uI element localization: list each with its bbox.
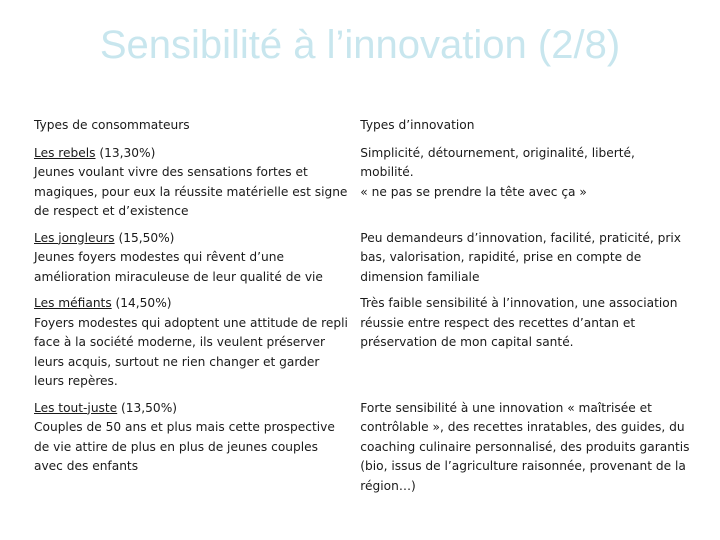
consumer-type-name: Les rebels <box>34 145 96 160</box>
innovation-cell <box>354 399 696 504</box>
consumer-cell <box>28 229 354 295</box>
header-consumer-types: Types de consommateurs <box>34 118 190 132</box>
innovation-description: Forte sensibilité à une innovation « maîtrisée et contrôlable », des recettes inratables, des guides, du coaching culinaire personnalisé, des produits garantis (bio, issus de l’agriculture raisonnée, provenant de la région…) <box>360 400 690 493</box>
consumer-type-share: (13,30%) <box>95 145 156 160</box>
innovation-cell <box>354 294 696 399</box>
innovation-description: Peu demandeurs d’innovation, facilité, praticité, prix bas, valorisation, rapidité, prise en compte de dimension familiale <box>360 230 681 284</box>
consumer-cell <box>28 294 354 399</box>
innovation-cell <box>354 144 696 229</box>
consumer-innovation-table <box>28 110 696 503</box>
table-row <box>28 399 696 504</box>
header-innovation-types: Types d’innovation <box>360 118 475 132</box>
table-row <box>28 229 696 295</box>
consumer-type-line <box>34 144 348 164</box>
consumer-type-description: Couples de 50 ans et plus mais cette prospective de vie attire de plus en plus de jeunes couples avec des enfants <box>34 420 335 473</box>
consumer-type-name: Les tout-juste <box>34 400 118 415</box>
consumer-type-name: Les jongleurs <box>34 230 115 245</box>
innovation-cell <box>354 229 696 295</box>
consumer-type-share: (13,50%) <box>117 400 178 415</box>
slide-title: Sensibilité à l’innovation (2/8) <box>99 23 621 67</box>
consumer-type-line <box>34 229 348 249</box>
table-row <box>28 144 696 229</box>
consumer-type-description: Jeunes foyers modestes qui rêvent d’une amélioration miraculeuse de leur qualité de vie <box>34 250 323 284</box>
consumer-type-line <box>34 399 348 419</box>
consumer-type-description: Foyers modestes qui adoptent une attitude de repli face à la société moderne, ils veulent préserver leurs acquis, surtout ne rien changer et garder leurs repères. <box>34 315 348 388</box>
innovation-description: Simplicité, détournement, originalité, liberté, mobilité. <box>360 145 635 179</box>
consumer-cell <box>28 144 354 229</box>
innovation-quote: « ne pas se prendre la tête avec ça » <box>360 184 587 199</box>
innovation-description: Très faible sensibilité à l’innovation, une association réussie entre respect des recettes d’antan et préservation de mon capital santé. <box>360 296 678 349</box>
consumer-type-name: Les méfiants <box>34 296 112 310</box>
consumer-cell <box>28 399 354 504</box>
header-row <box>28 110 696 144</box>
table-row <box>28 294 696 399</box>
consumer-type-line <box>34 294 348 314</box>
consumer-type-description: Jeunes voulant vivre des sensations fortes et magiques, pour eux la réussite matérielle est signe de respect et d’existence <box>34 165 348 218</box>
consumer-type-share: (14,50%) <box>111 296 172 310</box>
consumer-type-share: (15,50%) <box>114 230 175 245</box>
